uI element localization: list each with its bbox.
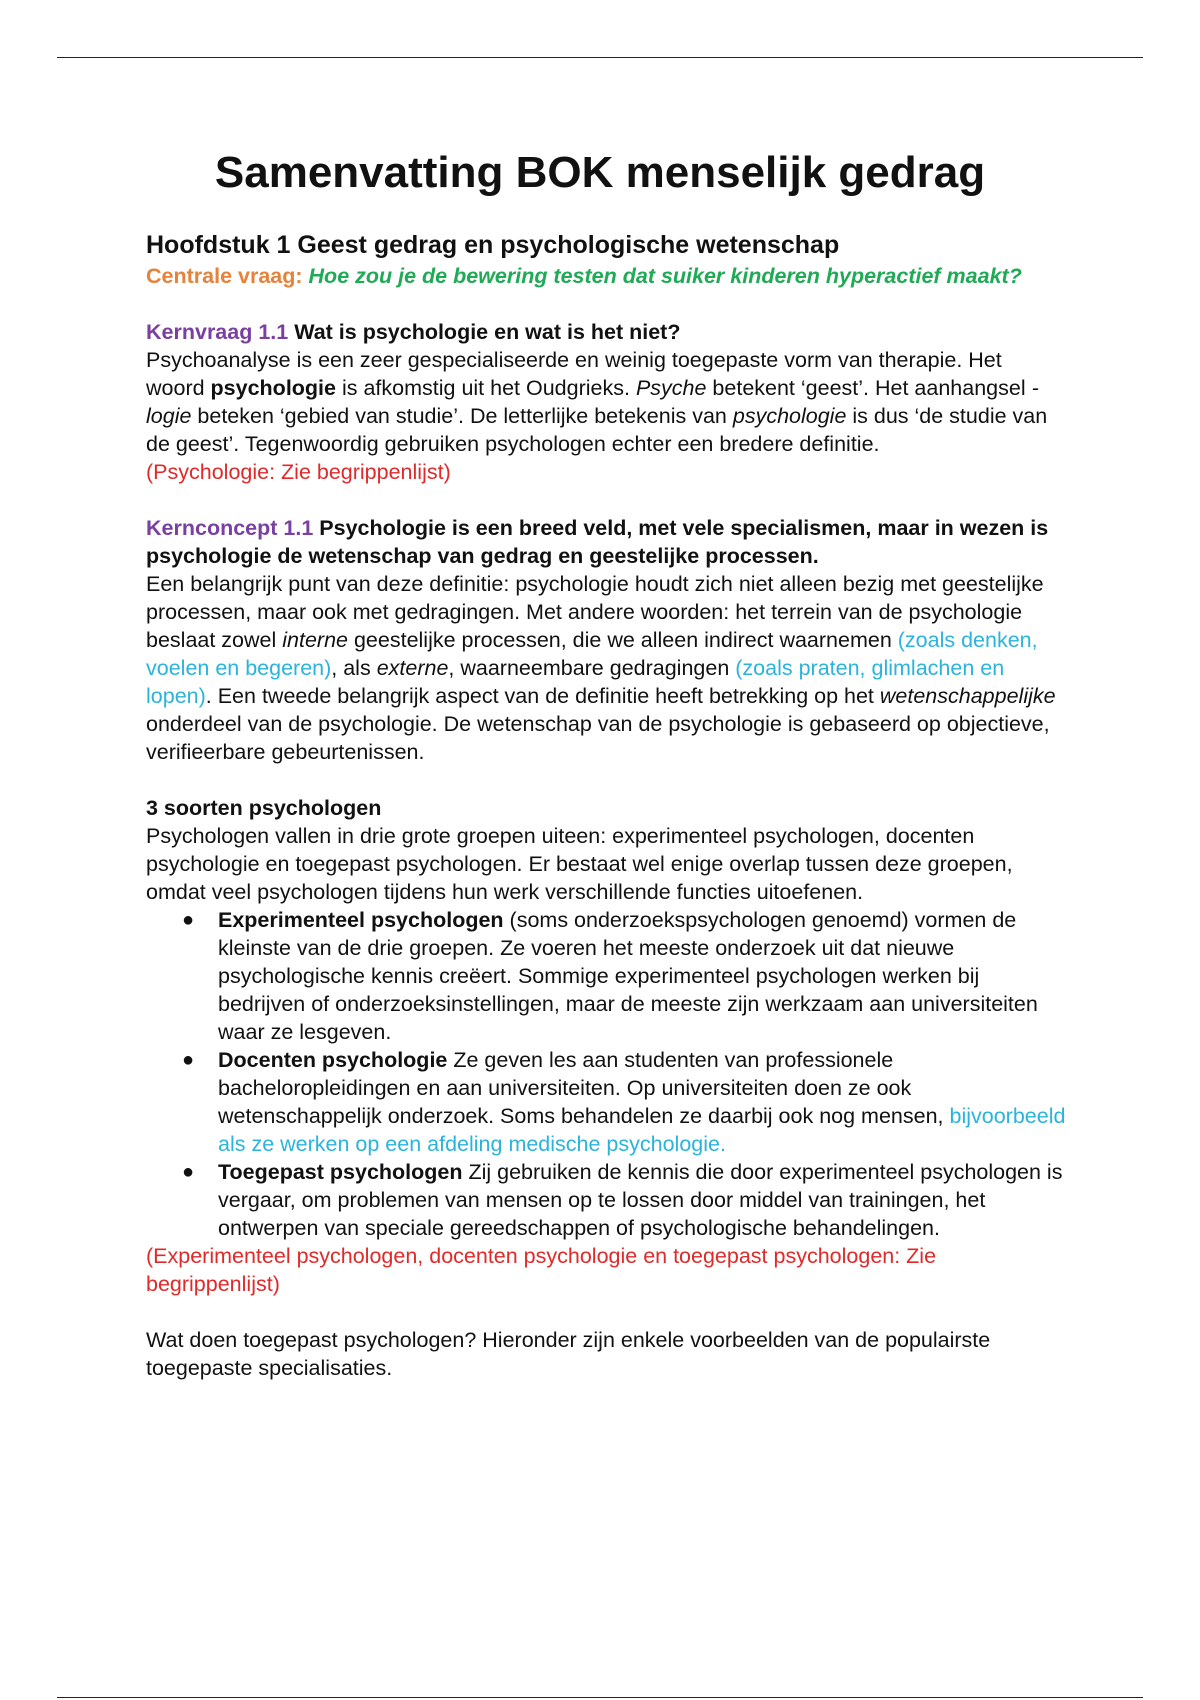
list-item-highlight: bijvoorbeeld als ze werken op een afdeling medische psychologie. xyxy=(218,1104,1066,1156)
psychologen-intro: Psychologen vallen in drie grote groepen uiteen: experimenteel psychologen, docenten psychologie en toegepast psychologen. Er bestaat wel enige overlap tussen deze groepen, omdat veel psychologen tijdens hun werk verschillende functies uitoefenen. xyxy=(146,824,1013,904)
kernvraag-heading-text: Wat is psychologie en wat is het niet? xyxy=(294,320,681,344)
document-body xyxy=(146,230,1066,1382)
bullet-icon: ● xyxy=(182,1161,195,1183)
list-item-term: Docenten psychologie xyxy=(218,1048,448,1072)
text-run: Psychoanalyse is een zeer gespecialiseerde en weinig toegepaste vorm van therapie. Het woord xyxy=(146,348,1002,400)
top-divider xyxy=(57,57,1143,58)
text-run-italic: wetenschappelijke xyxy=(879,684,1056,708)
psychologen-heading xyxy=(146,794,1066,822)
text-run-italic: Psyche xyxy=(635,376,707,400)
text-run-italic: -logie xyxy=(146,376,1039,428)
kernvraag-label: Kernvraag 1.1 xyxy=(146,320,289,344)
list-item-text: Ze geven les aan studenten van professionele bacheloropleidingen en aan universiteiten. Op universiteiten doen ze ook wetenschappelijk onderzoek. Soms behandelen ze daarbij ook nog mensen, xyxy=(218,1048,950,1128)
list-item-text: (soms onderzoekspsychologen genoemd) vormen de kleinste van de drie groepen. Ze voeren het meeste onderzoek uit dat nieuwe psychologische kennis creëert. Sommige experimenteel psychologen werken bij bedrijven of onderzoeksinstellingen, maar de meeste zijn werkzaam aan universiteiten waar ze lesgeven. xyxy=(218,908,1038,1044)
bullet-icon: ● xyxy=(182,1049,195,1071)
text-run: is afkomstig uit het Oudgrieks. xyxy=(336,376,636,400)
psychologen-heading-text: 3 soorten psychologen xyxy=(146,796,382,820)
text-run: , als xyxy=(331,656,377,680)
kernconcept-heading-text: Psychologie is een breed veld, met vele specialismen, maar in wezen is psychologie de wetenschap van gedrag en geestelijke processen. xyxy=(146,516,1049,568)
text-run: beteken ‘gebied van studie’. De letterlijke betekenis van xyxy=(191,404,733,428)
text-run: . Een tweede belangrijk aspect van de definitie heeft betrekking op het xyxy=(205,684,880,708)
list-item xyxy=(182,1046,1066,1158)
kernvraag-note: (Psychologie: Zie begrippenlijst) xyxy=(146,460,451,484)
closing-section xyxy=(146,1326,1066,1382)
document-title: Samenvatting BOK menselijk gedrag xyxy=(214,148,986,197)
list-item-text: Zij gebruiken de kennis die door experimenteel psychologen is vergaar, om problemen van mensen op te lossen door middel van trainingen, het ontwerpen van speciale gereedschappen of psychologische behandelingen. xyxy=(218,1160,1063,1240)
text-run-italic: interne xyxy=(282,628,348,652)
text-run-italic: psychologie xyxy=(732,404,847,428)
kernconcept-section xyxy=(146,514,1066,766)
text-run: is dus ‘de studie van de geest’. Tegenwoordig gebruiken psychologen echter een bredere definitie. xyxy=(146,404,1048,456)
text-run: onderdeel van de psychologie. De wetenschap van de psychologie is gebaseerd op objectieve, verifieerbare gebeurtenissen. xyxy=(146,712,1050,764)
chapter-title: Hoofdstuk 1 Geest gedrag en psychologische wetenschap xyxy=(146,231,840,259)
kernvraag-heading xyxy=(146,318,1066,346)
text-run: , waarneembare gedragingen xyxy=(448,656,736,680)
bottom-divider xyxy=(57,1697,1143,1698)
text-run-italic: externe xyxy=(376,656,449,680)
text-run: geestelijke processen, die we alleen indirect waarnemen xyxy=(348,628,898,652)
central-question-text: Hoe zou je de bewering testen dat suiker kinderen hyperactief maakt? xyxy=(308,264,1022,288)
kernvraag-paragraph xyxy=(146,346,1066,458)
text-run: Een belangrijk punt van deze definitie: psychologie houdt zich niet alleen bezig met geestelijke processen, maar ook met gedragingen. Met andere woorden: het terrein van de psychologie beslaat zowel xyxy=(146,572,1044,652)
kernconcept-paragraph xyxy=(146,570,1066,766)
closing-paragraph: Wat doen toegepast psychologen? Hieronder zijn enkele voorbeelden van de populairste toegepaste specialisaties. xyxy=(146,1328,991,1380)
psychologen-list xyxy=(146,906,1066,1242)
central-question xyxy=(146,262,1066,290)
kernconcept-heading xyxy=(146,514,1066,570)
list-item-term: Toegepast psychologen xyxy=(218,1160,463,1184)
psychologen-note: (Experimenteel psychologen, docenten psychologie en toegepast psychologen: Zie begrippenlijst) xyxy=(146,1244,937,1296)
text-run-highlight: (zoals denken, voelen en begeren) xyxy=(146,628,1038,680)
list-item xyxy=(182,906,1066,1046)
central-question-label: Centrale vraag: xyxy=(146,264,303,288)
list-item xyxy=(182,1158,1066,1242)
psychologen-section xyxy=(146,794,1066,1298)
kernconcept-label: Kernconcept 1.1 xyxy=(146,516,314,540)
kernvraag-section xyxy=(146,318,1066,486)
text-run: betekent ‘geest’. Het aanhangsel xyxy=(706,376,1032,400)
bullet-icon: ● xyxy=(182,909,195,931)
text-run-highlight: (zoals praten, glimlachen en lopen) xyxy=(146,656,1005,708)
list-item-term: Experimenteel psychologen xyxy=(218,908,504,932)
text-run-bold: psychologie xyxy=(210,376,336,400)
